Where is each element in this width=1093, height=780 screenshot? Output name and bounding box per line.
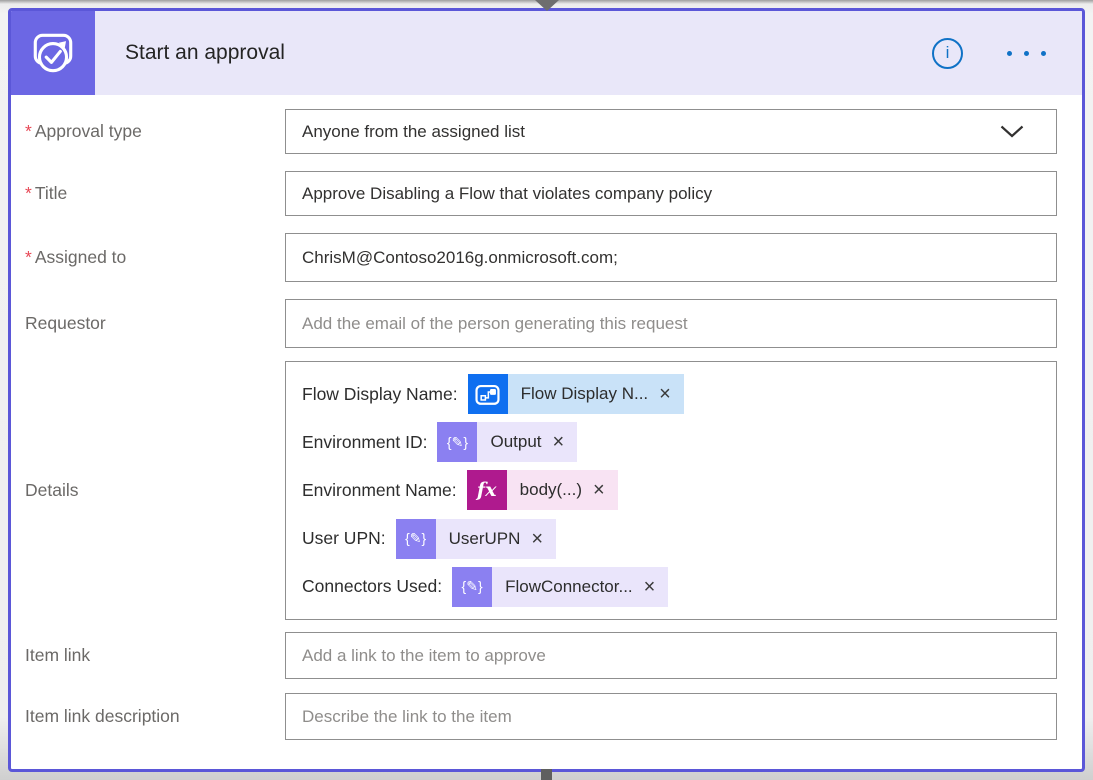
more-options-ellipsis-icon[interactable]: [1005, 45, 1048, 62]
card-header[interactable]: [11, 11, 1082, 95]
approval-type-value: Anyone from the assigned list: [302, 121, 526, 141]
chevron-down-icon: [1000, 125, 1024, 138]
approval-type-dropdown[interactable]: [285, 109, 1057, 154]
details-line-connectors-used: Connectors Used: {✎} FlowConnector... ×: [302, 567, 1040, 607]
requestor-label: Requestor: [25, 313, 106, 333]
details-line-user-upn: User UPN: {✎} UserUPN ×: [302, 519, 1040, 559]
assigned-to-input[interactable]: [285, 233, 1057, 282]
remove-token-icon[interactable]: ×: [552, 431, 565, 454]
token-text: FlowConnector...: [505, 576, 633, 596]
remove-token-icon[interactable]: ×: [531, 527, 544, 550]
info-icon[interactable]: i: [932, 38, 963, 69]
details-line-environment-name: Environment Name: fx body(...) ×: [302, 470, 1040, 510]
connector-arrow-top: [535, 0, 559, 11]
action-parameters-form: [11, 95, 1082, 740]
assigned-to-label: * Assigned to: [25, 247, 127, 267]
requestor-row: [25, 299, 1057, 348]
token-chip-userupn[interactable]: [396, 519, 556, 559]
braces-pencil-icon: {✎}: [452, 567, 492, 607]
item-link-description-label: Item link description: [25, 706, 180, 726]
requestor-input[interactable]: [285, 299, 1057, 348]
remove-token-icon[interactable]: ×: [593, 479, 605, 502]
token-text: Flow Display N...: [520, 384, 649, 404]
token-text: UserUPN: [448, 528, 521, 548]
required-asterisk: *: [25, 183, 32, 203]
details-richtext-field[interactable]: [285, 361, 1057, 620]
token-text: Output: [490, 432, 542, 452]
approval-type-row: [25, 109, 1057, 154]
required-asterisk: *: [25, 121, 32, 141]
remove-token-icon[interactable]: ×: [659, 383, 671, 406]
item-link-label: Item link: [25, 645, 91, 665]
details-line-environment-id: Environment ID: {✎} Output ×: [302, 422, 1040, 462]
required-asterisk: *: [25, 247, 32, 267]
remove-token-icon[interactable]: ×: [643, 575, 656, 598]
token-chip-output[interactable]: [437, 422, 577, 462]
item-link-description-input[interactable]: [285, 693, 1057, 740]
token-chip-flow-display-name[interactable]: [468, 374, 684, 414]
braces-pencil-icon: {✎}: [437, 422, 477, 462]
item-link-row: [25, 632, 1057, 679]
start-an-approval-card: [8, 8, 1085, 772]
approval-type-label: * Approval type: [25, 121, 142, 141]
details-label: Details: [25, 480, 79, 500]
power-automate-icon: [468, 374, 508, 414]
assigned-to-row: [25, 233, 1057, 282]
fx-expression-icon: fx: [467, 470, 507, 510]
title-input[interactable]: [285, 171, 1057, 216]
header-bar: [95, 11, 1082, 95]
details-line-flow-display-name: Flow Display Name: Flow Display N... ×: [302, 374, 1040, 414]
approvals-icon: [11, 11, 95, 95]
title-label: * Title: [25, 183, 68, 203]
token-chip-body-expression[interactable]: [467, 470, 618, 510]
card-title: Start an approval: [125, 41, 285, 64]
connector-arrow-bottom: [541, 769, 552, 780]
details-row: [25, 361, 1057, 620]
token-text: body(...): [519, 480, 583, 500]
item-link-description-row: [25, 693, 1057, 740]
token-chip-flowconnector[interactable]: [452, 567, 668, 607]
braces-pencil-icon: {✎}: [396, 519, 436, 559]
title-row: [25, 171, 1057, 216]
item-link-input[interactable]: [285, 632, 1057, 679]
